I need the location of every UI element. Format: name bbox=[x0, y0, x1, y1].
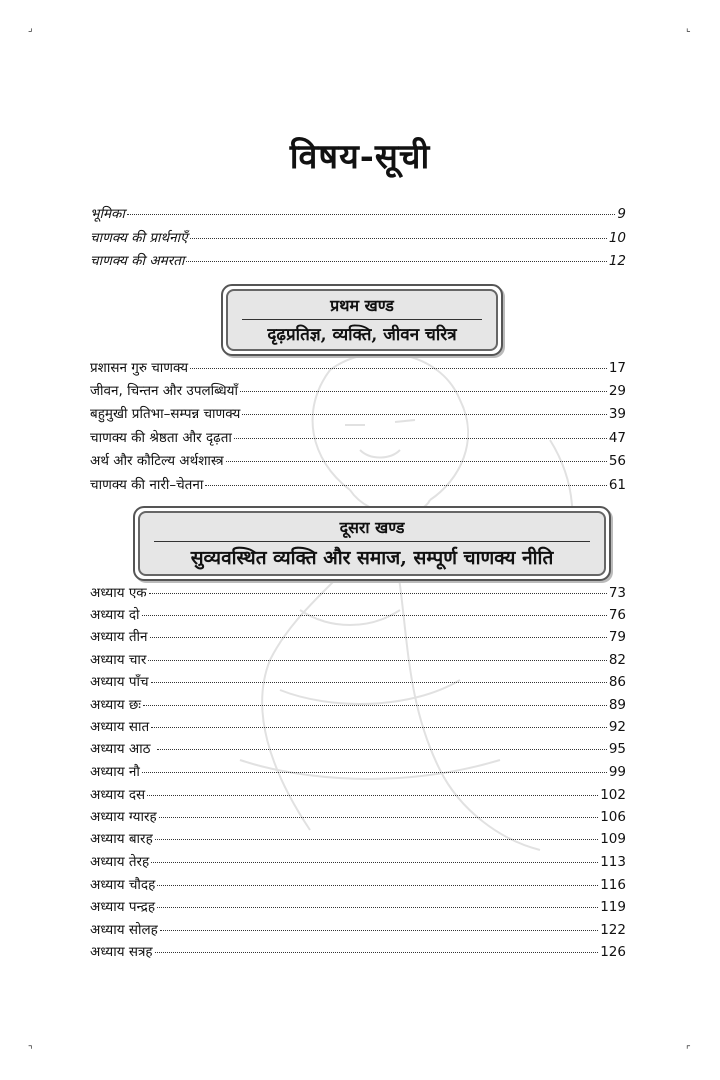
toc-entry bbox=[90, 875, 626, 897]
toc-entry-page: 76 bbox=[608, 607, 626, 623]
toc-entry bbox=[90, 695, 626, 717]
toc-entry bbox=[90, 807, 626, 829]
banner-divider bbox=[242, 319, 482, 320]
toc-entry bbox=[90, 829, 626, 851]
toc-entry-page: 109 bbox=[600, 831, 626, 847]
toc-entry bbox=[90, 358, 626, 380]
toc-entry bbox=[90, 605, 626, 627]
toc-entry-page: 29 bbox=[608, 383, 626, 399]
section2-subheading: सुव्यवस्थित व्यक्ति और समाज, सम्पूर्ण चाणक्य नीति bbox=[190, 547, 554, 569]
toc-entry-page: 99 bbox=[608, 764, 626, 780]
toc-entry bbox=[90, 650, 626, 672]
toc-entry-page: 86 bbox=[608, 674, 626, 690]
dot-leader bbox=[157, 749, 607, 750]
section2-heading: दूसरा खण्ड bbox=[339, 518, 405, 537]
toc-entry-page: 126 bbox=[600, 944, 626, 960]
toc-entry bbox=[90, 428, 626, 450]
toc-entry-page: 113 bbox=[600, 854, 626, 870]
toc-entry bbox=[90, 852, 626, 874]
toc-entry bbox=[90, 897, 626, 919]
toc-entry-page: 61 bbox=[608, 477, 626, 493]
toc-entry-label: बहुमुखी प्रतिभा–सम्पन्न चाणक्य bbox=[90, 406, 241, 422]
dot-leader bbox=[159, 817, 599, 818]
toc-entry-page: 106 bbox=[600, 809, 626, 825]
dot-leader bbox=[160, 930, 598, 931]
toc-entry-label: भूमिका bbox=[90, 206, 125, 222]
toc-entry bbox=[90, 228, 626, 250]
dot-leader bbox=[149, 593, 607, 594]
toc-entry-page: 89 bbox=[608, 697, 626, 713]
toc-entry-page: 56 bbox=[608, 453, 626, 469]
section1-subheading: दृढ़प्रतिज्ञ, व्यक्ति, जीवन चरित्र bbox=[267, 325, 457, 345]
toc-entry-page: 92 bbox=[608, 719, 626, 735]
dot-leader bbox=[155, 952, 599, 953]
banner-divider bbox=[154, 541, 590, 542]
toc-entry-label: अध्याय नौ bbox=[90, 764, 140, 780]
toc-entry-label: अर्थ और कौटिल्य अर्थशास्त्र bbox=[90, 453, 224, 469]
toc-entry-label: अध्याय छः bbox=[90, 697, 142, 713]
crop-mark-bottom-right: ⌜ bbox=[686, 1045, 691, 1056]
toc-entry-page: 10 bbox=[608, 230, 626, 246]
toc-entry bbox=[90, 672, 626, 694]
dot-leader bbox=[150, 637, 607, 638]
dot-leader bbox=[234, 438, 607, 439]
toc-entry bbox=[90, 475, 626, 497]
toc-entry bbox=[90, 920, 626, 942]
toc-entry bbox=[90, 451, 626, 473]
dot-leader bbox=[157, 907, 598, 908]
toc-entry bbox=[90, 942, 626, 964]
toc-entry-label: अध्याय पन्द्रह bbox=[90, 899, 156, 915]
toc-entry bbox=[90, 204, 626, 226]
crop-mark-top-right: ⌞ bbox=[686, 23, 691, 34]
toc-entry-page: 9 bbox=[617, 206, 626, 222]
toc-entry-page: 119 bbox=[600, 899, 626, 915]
toc-entry-label: जीवन, चिन्तन और उपलब्धियाँ bbox=[90, 383, 239, 399]
section1-banner-inner bbox=[226, 289, 498, 351]
dot-leader bbox=[205, 485, 606, 486]
dot-leader bbox=[190, 368, 607, 369]
toc-entry bbox=[90, 583, 626, 605]
dot-leader bbox=[142, 615, 607, 616]
toc-entry bbox=[90, 404, 626, 426]
dot-leader bbox=[240, 391, 607, 392]
toc-entry bbox=[90, 381, 626, 403]
dot-leader bbox=[127, 214, 615, 215]
toc-entry-label: अध्याय आठ bbox=[90, 741, 155, 757]
toc-entry-label: अध्याय एक bbox=[90, 585, 147, 601]
toc-entry-label: अध्याय ग्यारह bbox=[90, 809, 157, 825]
toc-entry-page: 116 bbox=[600, 877, 626, 893]
toc-entry-label: अध्याय सोलह bbox=[90, 922, 158, 938]
toc-entry-label: चाणक्य की नारी–चेतना bbox=[90, 477, 204, 493]
dot-leader bbox=[148, 660, 606, 661]
toc-entry-page: 39 bbox=[608, 406, 626, 422]
toc-entry-label: अध्याय पाँच bbox=[90, 674, 149, 690]
toc-entry-page: 47 bbox=[608, 430, 626, 446]
toc-entry-label: अध्याय दो bbox=[90, 607, 140, 623]
toc-entry-label: प्रशासन गुरु चाणक्य bbox=[90, 360, 189, 376]
toc-entry-page: 73 bbox=[608, 585, 626, 601]
dot-leader bbox=[186, 261, 606, 262]
toc-entry-page: 12 bbox=[608, 253, 626, 269]
section2-banner-inner bbox=[138, 511, 606, 576]
toc-entry-label: अध्याय सत्रह bbox=[90, 944, 153, 960]
toc-entry bbox=[90, 739, 626, 761]
crop-mark-top-left: ⌟ bbox=[28, 23, 33, 34]
toc-entry-page: 17 bbox=[608, 360, 626, 376]
toc-entry bbox=[90, 762, 626, 784]
crop-mark-bottom-left: ⌝ bbox=[28, 1045, 33, 1056]
dot-leader bbox=[151, 682, 607, 683]
toc-entry bbox=[90, 717, 626, 739]
dot-leader bbox=[242, 414, 606, 415]
dot-leader bbox=[190, 238, 607, 239]
section2-banner bbox=[133, 506, 611, 581]
section1-heading: प्रथम खण्ड bbox=[330, 296, 394, 315]
toc-entry-label: चाणक्य की श्रेष्ठता और दृढ़ता bbox=[90, 430, 232, 446]
toc-entry-label: चाणक्य की प्रार्थनाएँ bbox=[90, 230, 188, 246]
dot-leader bbox=[143, 705, 607, 706]
dot-leader bbox=[151, 862, 598, 863]
toc-entry-label: चाणक्य की अमरता bbox=[90, 253, 185, 269]
toc-entry-label: अध्याय चार bbox=[90, 652, 147, 668]
toc-entry-label: अध्याय तीन bbox=[90, 629, 148, 645]
toc-entry bbox=[90, 251, 626, 273]
toc-entry-label: अध्याय दस bbox=[90, 787, 146, 803]
dot-leader bbox=[155, 839, 598, 840]
dot-leader bbox=[142, 772, 607, 773]
dot-leader bbox=[151, 727, 607, 728]
toc-entry-label: अध्याय तेरह bbox=[90, 854, 150, 870]
toc-entry-label: अध्याय सात bbox=[90, 719, 150, 735]
toc-entry-label: अध्याय चौदह bbox=[90, 877, 156, 893]
toc-entry-page: 102 bbox=[600, 787, 626, 803]
dot-leader bbox=[157, 885, 598, 886]
page-title: विषय-सूची bbox=[289, 137, 431, 177]
toc-entry bbox=[90, 785, 626, 807]
toc-entry-page: 95 bbox=[608, 741, 626, 757]
toc-entry-page: 79 bbox=[608, 629, 626, 645]
dot-leader bbox=[226, 461, 607, 462]
toc-entry-page: 122 bbox=[600, 922, 626, 938]
toc-entry-page: 82 bbox=[608, 652, 626, 668]
section1-banner bbox=[221, 284, 503, 356]
dot-leader bbox=[147, 795, 598, 796]
toc-entry-label: अध्याय बारह bbox=[90, 831, 153, 847]
toc-entry bbox=[90, 627, 626, 649]
